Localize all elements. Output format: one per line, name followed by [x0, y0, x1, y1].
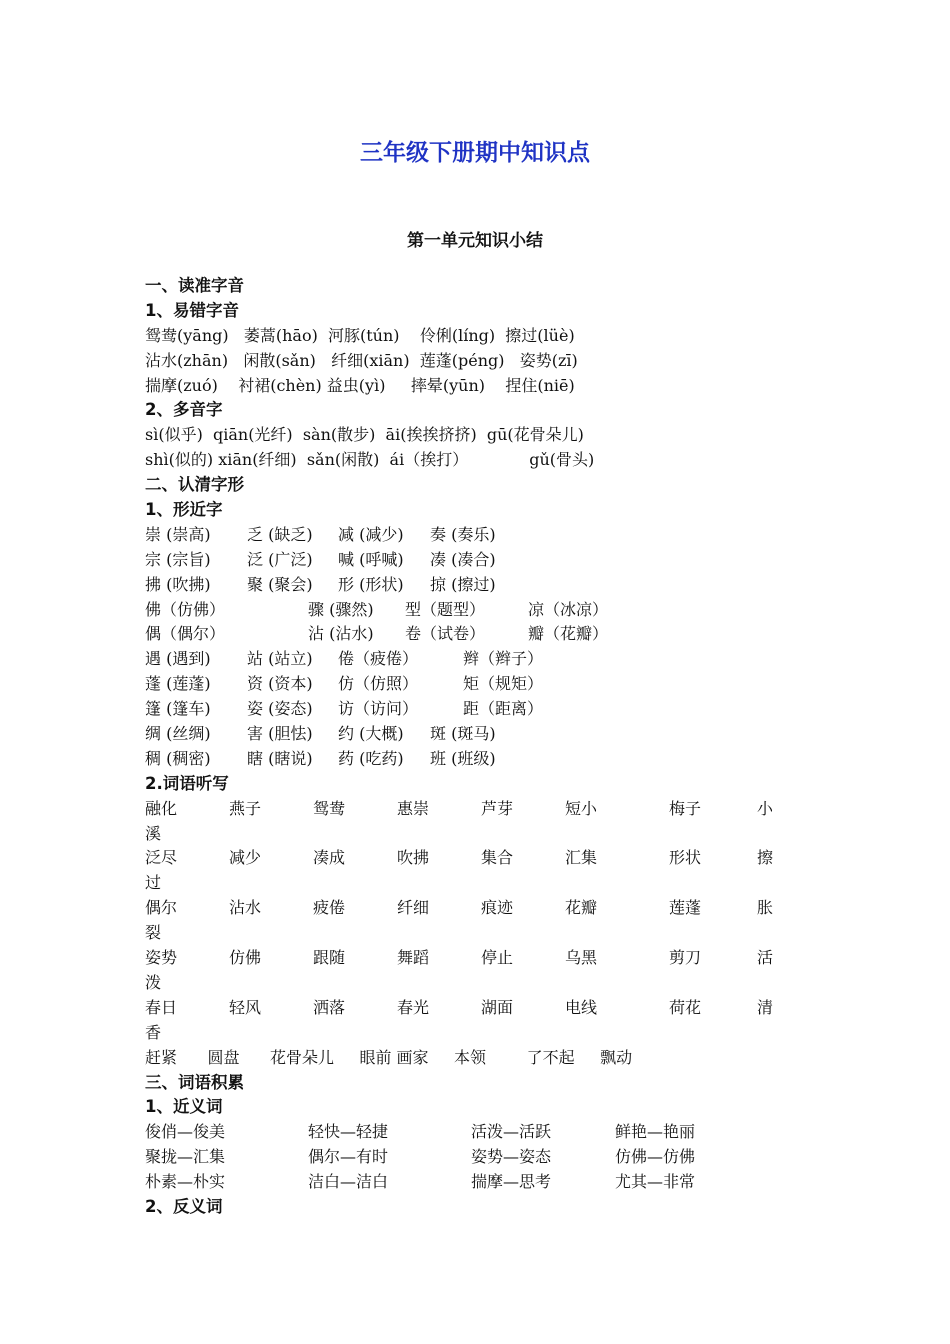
vocab-word: 洒落	[313, 997, 346, 1017]
section-heading: 三、词语积累	[145, 1072, 244, 1092]
subsection-heading: 2、多音字	[145, 400, 223, 420]
shape-cell: 蓬 (莲蓬)	[145, 674, 211, 694]
vocab-word: 跟随	[313, 948, 346, 968]
shape-cell: 篷 (篷车)	[145, 699, 211, 719]
section-heading: 二、认清字形	[145, 475, 244, 495]
vocab-word: 形状	[669, 848, 702, 868]
vocab-row	[145, 846, 805, 871]
vocab-wrap: 香	[145, 1022, 162, 1042]
shape-row	[145, 573, 805, 598]
vocab-word: 清	[756, 997, 773, 1017]
synonym-pair: 轻快—轻捷	[308, 1122, 389, 1142]
vocab-word: 舞蹈	[397, 948, 430, 968]
synonym-pair: 姿势—姿态	[471, 1147, 552, 1167]
shape-row	[145, 548, 805, 573]
vocab-word: 集合	[481, 848, 514, 868]
shape-cell: 形 (形状)	[338, 574, 404, 594]
polyphone-line: sì(似乎) qiān(光纤) sàn(散步) āi(挨挨挤挤) gū(花骨朵儿)	[145, 425, 584, 445]
vocab-row: 赶紧 圆盘 花骨朵儿 眼前 画家 本领 了不起 飘动	[145, 1047, 633, 1067]
shape-row	[145, 523, 805, 548]
subsection-heading: 1、形近字	[145, 500, 223, 520]
shape-cell: 资 (资本)	[247, 674, 313, 694]
vocab-word: 凑成	[313, 848, 346, 868]
shape-cell: 骤 (骤然)	[308, 599, 374, 619]
polyphone-line: shì(似的) xiān(纤细) sǎn(闲散) ái（挨打） gǔ(骨头)	[145, 450, 595, 470]
vocab-word: 花瓣	[565, 898, 598, 918]
synonym-pair: 朴素—朴实	[145, 1172, 226, 1192]
shape-cell: 喊 (呼喊)	[338, 549, 404, 569]
vocab-word: 小	[756, 798, 773, 818]
shape-cell: 站 (站立)	[247, 649, 313, 669]
vocab-wrap: 溪	[145, 823, 162, 843]
vocab-word: 泛尽	[145, 848, 178, 868]
unit-title: 第一单元知识小结	[407, 231, 543, 251]
vocab-word: 春光	[397, 997, 430, 1017]
synonym-pair: 聚拢—汇集	[145, 1147, 226, 1167]
shape-row	[145, 647, 805, 672]
vocab-word: 偶尔	[145, 898, 178, 918]
subsection-heading: 1、近义词	[145, 1097, 223, 1117]
vocab-word: 痕迹	[481, 898, 514, 918]
vocab-row	[145, 797, 805, 822]
vocab-word: 惠崇	[397, 798, 430, 818]
synonym-pair: 揣摩—思考	[471, 1172, 552, 1192]
vocab-word: 乌黑	[565, 948, 598, 968]
shape-cell: 害 (胆怯)	[247, 724, 313, 744]
shape-cell: 乏 (缺乏)	[247, 524, 313, 544]
vocab-word: 轻风	[229, 997, 262, 1017]
vocab-word: 融化	[145, 798, 178, 818]
shape-cell: 瞎 (瞎说)	[247, 748, 313, 768]
shape-cell: 距（距离）	[463, 699, 544, 719]
vocab-word: 纤细	[397, 898, 430, 918]
shape-row	[145, 697, 805, 722]
shape-cell: 仿（仿照）	[338, 674, 419, 694]
vocab-wrap: 裂	[145, 923, 162, 943]
vocab-row	[145, 896, 805, 921]
vocab-word: 仿佛	[229, 948, 262, 968]
shape-row	[145, 622, 805, 647]
vocab-word: 减少	[229, 848, 262, 868]
shape-cell: 瓣（花瓣）	[528, 624, 609, 644]
page-title: 三年级下册期中知识点	[360, 140, 590, 166]
synonym-row	[145, 1120, 805, 1145]
vocab-word: 短小	[565, 798, 598, 818]
vocab-wrap: 泼	[145, 972, 162, 992]
vocab-word: 姿势	[145, 948, 178, 968]
synonym-pair: 俊俏—俊美	[145, 1122, 226, 1142]
shape-row	[145, 672, 805, 697]
vocab-word: 电线	[565, 997, 598, 1017]
shape-cell: 药 (吃药)	[338, 748, 404, 768]
vocab-word: 停止	[481, 948, 514, 968]
vocab-word: 汇集	[565, 848, 598, 868]
synonym-pair: 鲜艳—艳丽	[615, 1122, 696, 1142]
vocab-word: 荷花	[669, 997, 702, 1017]
vocab-wrap: 过	[145, 873, 162, 893]
shape-cell: 姿 (姿态)	[247, 699, 313, 719]
shape-cell: 泛 (广泛)	[247, 549, 313, 569]
shape-cell: 绸 (丝绸)	[145, 724, 211, 744]
shape-cell: 稠 (稠密)	[145, 748, 211, 768]
vocab-word: 剪刀	[669, 948, 702, 968]
shape-cell: 卷（试卷）	[405, 624, 486, 644]
shape-cell: 奏 (奏乐)	[430, 524, 496, 544]
vocab-row	[145, 946, 805, 971]
synonym-row	[145, 1170, 805, 1195]
shape-cell: 崇 (崇高)	[145, 524, 211, 544]
shape-cell: 型（题型）	[405, 599, 486, 619]
synonym-pair: 尤其—非常	[615, 1172, 696, 1192]
shape-cell: 遇 (遇到)	[145, 649, 211, 669]
shape-cell: 佛（仿佛）	[145, 599, 226, 619]
vocab-word: 春日	[145, 997, 178, 1017]
synonym-pair: 洁白—洁白	[308, 1172, 389, 1192]
shape-cell: 聚 (聚会)	[247, 574, 313, 594]
pinyin-line: 揣摩(zuó) 衬裙(chèn) 益虫(yì) 摔晕(yūn) 捏住(niē)	[145, 375, 575, 395]
synonym-row	[145, 1145, 805, 1170]
vocab-word: 活	[756, 948, 773, 968]
subsection-heading: 2.词语听写	[145, 773, 229, 793]
vocab-word: 鸳鸯	[313, 798, 346, 818]
pinyin-line: 鸳鸯(yāng) 萎蒿(hāo) 河豚(tún) 伶俐(líng) 擦过(lüè)	[145, 325, 575, 345]
shape-row	[145, 598, 805, 623]
shape-row	[145, 722, 805, 747]
vocab-word: 芦芽	[481, 798, 514, 818]
vocab-word: 莲蓬	[669, 898, 702, 918]
vocab-row	[145, 996, 805, 1021]
shape-cell: 访（访问）	[338, 699, 419, 719]
shape-cell: 沾 (沾水)	[308, 624, 374, 644]
vocab-word: 沾水	[229, 898, 262, 918]
subsection-heading: 1、易错字音	[145, 300, 239, 320]
vocab-word: 梅子	[669, 798, 702, 818]
shape-row	[145, 747, 805, 772]
shape-cell: 掠 (擦过)	[430, 574, 496, 594]
vocab-word: 燕子	[229, 798, 262, 818]
vocab-list	[145, 797, 805, 1046]
synonym-pair: 仿佛—仿佛	[615, 1147, 696, 1167]
shape-cell: 班 (班级)	[430, 748, 496, 768]
pinyin-line: 沾水(zhān) 闲散(sǎn) 纤细(xiān) 莲蓬(péng) 姿势(zī)	[145, 350, 578, 370]
synonym-pair: 偶尔—有时	[308, 1147, 389, 1167]
shape-cell: 斑 (斑马)	[430, 724, 496, 744]
synonym-pair: 活泼—活跃	[471, 1122, 552, 1142]
shape-cell: 倦（疲倦）	[338, 649, 419, 669]
vocab-word: 疲倦	[313, 898, 346, 918]
vocab-word: 湖面	[481, 997, 514, 1017]
vocab-word: 吹拂	[397, 848, 430, 868]
subsection-heading: 2、反义词	[145, 1196, 223, 1216]
section-heading: 一、读准字音	[145, 276, 244, 295]
vocab-word: 胀	[756, 898, 773, 918]
shape-cell: 减 (减少)	[338, 524, 404, 544]
shape-cell: 矩（规矩）	[463, 674, 544, 694]
shape-cell: 宗 (宗旨)	[145, 549, 211, 569]
shape-cell: 辫（辫子）	[463, 649, 544, 669]
shape-cell: 凑 (凑合)	[430, 549, 496, 569]
shape-cell: 偶（偶尔）	[145, 624, 226, 644]
shape-cell: 凉（冰凉）	[528, 599, 609, 619]
shape-cell: 拂 (吹拂)	[145, 574, 211, 594]
vocab-word: 擦	[756, 848, 773, 868]
document-body	[145, 274, 805, 1220]
shape-cell: 约 (大概)	[338, 724, 404, 744]
